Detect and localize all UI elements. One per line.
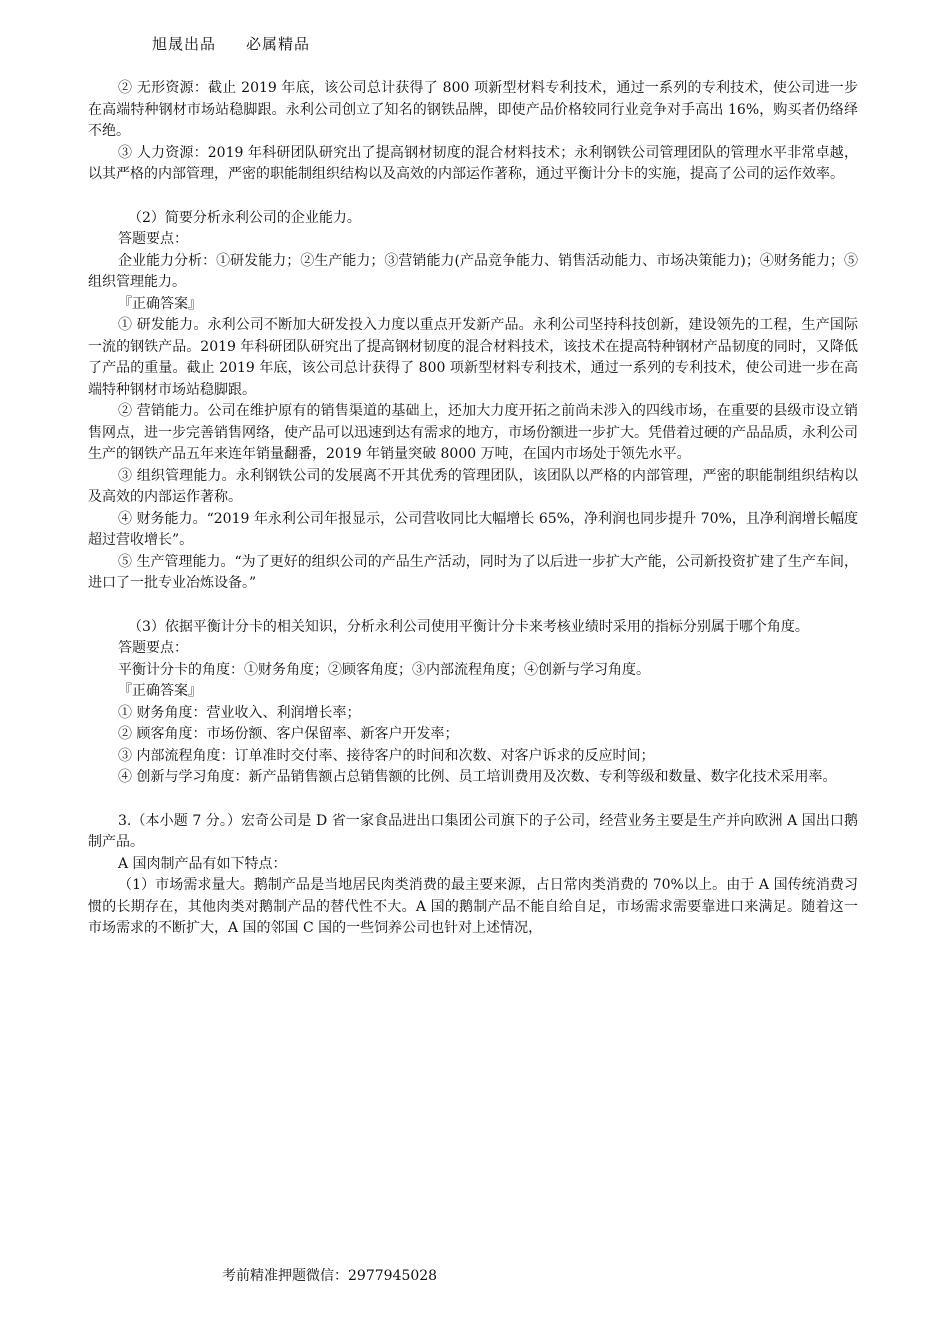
header-right: 必属精品 — [246, 35, 311, 53]
header-left: 旭晟出品 — [152, 35, 217, 53]
paragraph: （1）市场需求量大。鹅制产品是当地居民肉类消费的最主要来源，占日常肉类消费的 70%以上。由于 A 国传统消费习惯的长期存在，其他肉类对鹅制产品的替代性不大。A 国的鹅制产品不能自给自足，市场需求需要靠进口来满足。随着这一市场需求的不断扩大，A 国的邻国 C 国的一些饲养公司也针对上述情况， — [88, 877, 858, 936]
paragraph: A 国肉制产品有如下特点： — [118, 855, 287, 872]
paragraph: ② 无形资源：截止 2019 年底，该公司总计获得了 800 项新型材料专利技术，通过一系列的专利技术，使公司进一步在高端特种钢材市场站稳脚跟。永利公司创立了知名的钢铁品牌，即使产品价格较同行业竞争对手高出 16%，购买者仍络绎不绝。 — [88, 80, 858, 139]
paragraph: ④ 创新与学习角度：新产品销售额占总销售额的比例、员工培训费用及次数、专利等级和数量、数字化技术采用率。 — [118, 769, 837, 785]
paragraph: 平衡计分卡的角度：①财务角度；②顾客角度；③内部流程角度；④创新与学习角度。 — [118, 661, 650, 678]
question-heading: （2）简要分析永利公司的企业能力。 — [128, 209, 361, 226]
paragraph: ② 营销能力。公司在维护原有的销售渠道的基础上，还加大力度开拓之前尚未涉入的四线市场，在重要的县级市设立销售网点，进一步完善销售网络，使产品可以迅速到达有需求的地方，市场份额进一步扩大。凭借着过硬的产品品质，永利公司生产的钢铁产品五年来连年销量翻番，2019 年销量突破 8000 万吨，在国内市场处于领先水平。 — [88, 403, 858, 462]
question-heading: （3）依据平衡计分卡的相关知识，分析永利公司使用平衡计分卡来考核业绩时采用的指标分别属于哪个角度。 — [128, 618, 809, 635]
paragraph: ③ 内部流程角度：订单准时交付率、接待客户的时间和次数、对客户诉求的反应时间； — [118, 747, 655, 764]
paragraph: ③ 组织管理能力。永利钢铁公司的发展离不开其优秀的管理团队，该团队以严格的内部管理，严密的职能制组织结构以及高效的内部运作著称。 — [88, 467, 858, 505]
page-footer: 考前精准押题微信：2977945028 — [222, 1268, 438, 1284]
answer-label: 『正确答案』 — [118, 683, 202, 699]
paragraph: ① 研发能力。永利公司不断加大研发投入力度以重点开发新产品。永利公司坚持科技创新，建设领先的工程，生产国际一流的钢铁产品。2019 年科研团队研究出了提高钢材韧度的混合材料技术，该技术在提高特种钢材产品韧度的同时，又降低了产品的重量。截止 2019 年底，该公司总计获得了 800 项新型材料专利技术，通过一系列的专利技术，使公司进一步在高端特种钢材市场站稳脚跟。 — [88, 317, 858, 398]
question-heading: 3.（本小题 7 分。）宏奇公司是 D 省一家食品进出口集团公司旗下的子公司，经营业务主要是生产并向欧洲 A 国出口鹅制产品。 — [88, 812, 858, 850]
paragraph: ② 顾客角度：市场份额、客户保留率、新客户开发率； — [118, 726, 459, 742]
paragraph: ④ 财务能力。“2019 年永利公司年报显示，公司营收同比大幅增长 65%，净利润也同步提升 70%，且净利润增长幅度超过营收增长”。 — [88, 510, 858, 548]
paragraph: ③ 人力资源：2019 年科研团队研究出了提高钢材韧度的混合材料技术；永利钢铁公司管理团队的管理水平非常卓越，以其严格的内部管理，严密的职能制组织结构以及高效的内部运作著称，通过平衡计分卡的实施，提高了公司的运作效率。 — [88, 144, 858, 182]
page-header — [152, 33, 310, 54]
document-body — [88, 78, 858, 940]
paragraph: ① 财务角度：营业收入、利润增长率； — [118, 704, 361, 721]
paragraph: ⑤ 生产管理能力。“为了更好的组织公司的产品生产活动，同时为了以后进一步扩大产能，公司新投资扩建了生产车间，进口了一批专业冶炼设备。” — [88, 553, 858, 591]
answer-label: 『正确答案』 — [118, 295, 202, 312]
paragraph: 答题要点： — [118, 231, 188, 247]
paragraph: 企业能力分析：①研发能力；②生产能力；③营销能力(产品竞争能力、销售活动能力、市场决策能力)；④财务能力；⑤组织管理能力。 — [88, 252, 858, 290]
paragraph: 答题要点： — [118, 640, 188, 656]
